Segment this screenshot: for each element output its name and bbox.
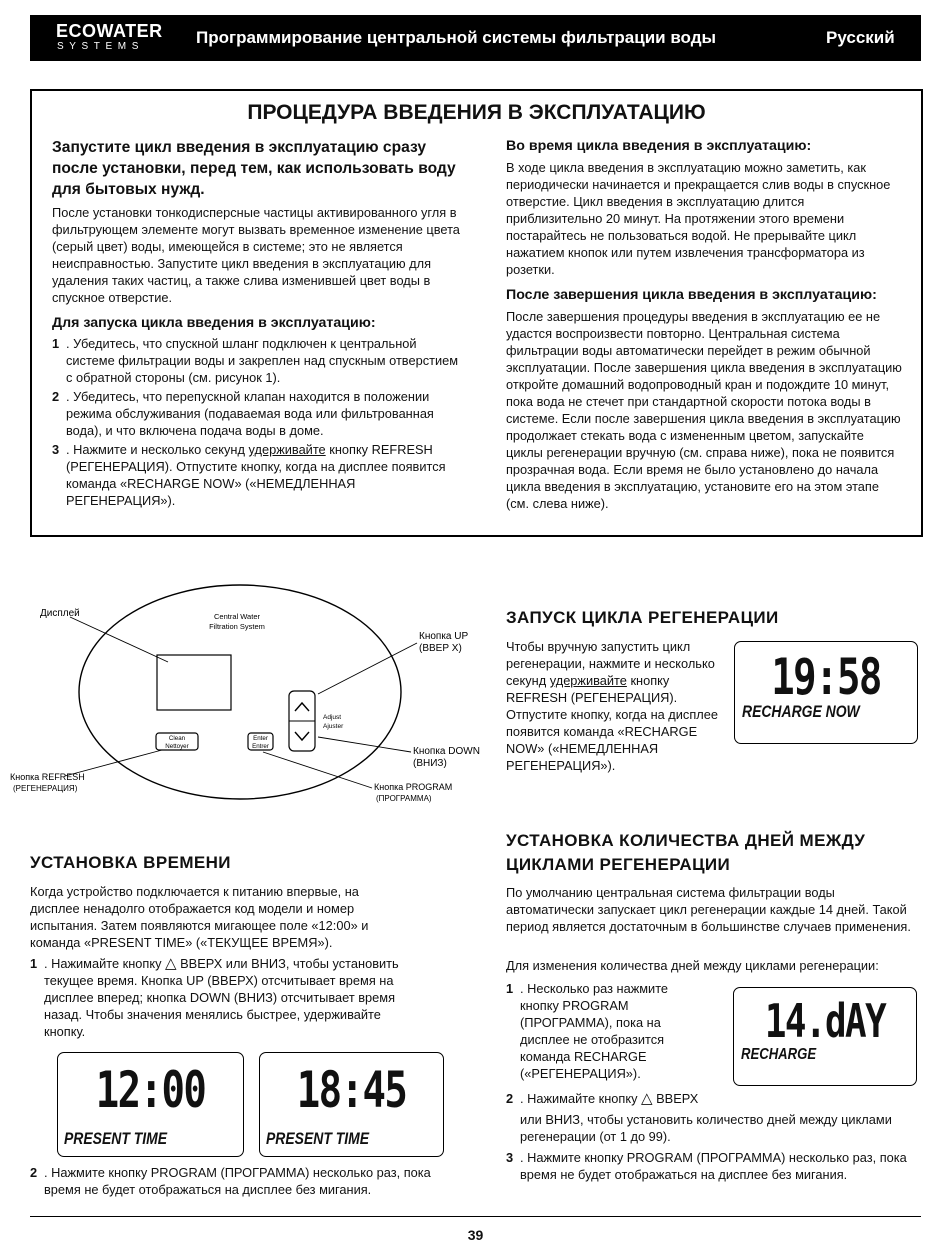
display-label: Дисплей xyxy=(40,608,80,619)
lcd-recharge-now xyxy=(734,641,918,744)
brand-logo-subtitle: SYSTEMS xyxy=(57,41,144,52)
commissioning-left-column xyxy=(52,137,462,509)
commissioning-left-body: После установки тонкодисперсные частицы активированного угля в фильтрующем элементе могут вызвать временное изменение цвета (серый цвет) воды, имеющейся в системе; это не является неисправностью. Запустите цикл введения в эксплуатацию для удаления таких частиц, а также слива изменившей цвет воды в спускное отверстие. xyxy=(52,205,460,305)
up-button-label-ru: (ВВЕР Х) xyxy=(419,643,462,654)
adjust-label-fr: Ajuster xyxy=(323,723,344,730)
days-intro-2: Для изменения количества дней между циклами регенерации: xyxy=(506,958,879,973)
lcd-present-time-1845 xyxy=(259,1052,444,1157)
during-commissioning-body: В ходе цикла введения в эксплуатацию можно заметить, как периодически начинается и прекращается слив воды в спускное отверстие. Цикл введения в эксплуатацию длится приблизительно 20 минут. На протяжении этого времени постарайтесь не пользоваться водой. Не прерывайте цикл нажатием кнопок или путем извлечения трансформатора из розетки. xyxy=(506,160,891,277)
days-step-3: 3 . Нажмите кнопку PROGRAM (ПРОГРАММА) несколько раз, пока время не будет отображаться на дисплее без мигания. xyxy=(506,1150,907,1182)
time-section-title: УСТАНОВКА ВРЕМЕНИ xyxy=(30,853,231,872)
lcd-1200-label: PRESENT TIME xyxy=(64,1129,168,1148)
control-panel-diagram xyxy=(0,580,500,810)
commissioning-title: ПРОЦЕДУРА ВВЕДЕНИЯ В ЭКСПЛУАТАЦИЮ xyxy=(247,101,706,124)
down-button-label-ru: (ВНИЗ) xyxy=(413,758,447,769)
commissioning-step: 1 . Убедитесь, что спускной шланг подключен к центральной системе фильтрации воды и закреплен над спускным отверстием с обратной стороны (см. рисунок 1). xyxy=(52,336,459,385)
up-button-label: Кнопка UP xyxy=(419,631,469,642)
after-commissioning-heading: После завершения цикла введения в эксплуатацию: xyxy=(506,287,877,303)
lcd-1200-digits: 12:00 xyxy=(95,1061,206,1119)
lcd-days-label: RECHARGE xyxy=(741,1046,817,1063)
commissioning-right-column xyxy=(506,137,902,512)
up-triangle-icon: △ xyxy=(641,1090,653,1107)
header-title: Программирование центральной системы фильтрации воды xyxy=(196,28,717,47)
down-button-label: Кнопка DOWN xyxy=(413,746,480,757)
time-intro: Когда устройство подключается к питанию впервые, на дисплее ненадолго отображается код модели и номер испытания. Затем появляются мигающее поле «12:00» и команда «PRESENT TIME» («ТЕКУЩЕЕ ВРЕМЯ»). xyxy=(30,884,369,950)
days-intro: По умолчанию центральная система фильтрации воды автоматически запускает цикл регенерации каждые 14 дней. Такой период является достаточным в большинстве случаев применения. xyxy=(506,885,911,934)
header-language: Русский xyxy=(826,28,895,47)
up-triangle-icon: △ xyxy=(165,955,177,972)
time-step-1: 1 . Нажимайте кнопку △ ВВЕРХ или ВНИЗ, чтобы установить текущее время. Кнопка UP (ВВЕРХ) отсчитывает время на дисплее вперед; кнопка DOWN (ВНИЗ) отсчитывает время назад. Чтобы значения менялись быстрее, удерживайте кнопку. xyxy=(30,955,399,1039)
clean-button-label-fr: Nettoyer xyxy=(165,743,189,750)
clean-button-label: Clean xyxy=(168,735,186,742)
device-title-line2: Filtration System xyxy=(209,622,265,631)
program-button-label: Кнопка PROGRAM xyxy=(374,782,453,792)
lcd-recharge-days xyxy=(733,987,917,1086)
refresh-button-label: Кнопка REFRESH xyxy=(10,772,85,782)
adjust-label: Adjust xyxy=(323,714,342,721)
lcd-present-time-1200 xyxy=(57,1052,244,1157)
commissioning-step: 3 . Нажмите и несколько секунд удерживайте кнопку REFRESH (РЕГЕНЕРАЦИЯ). Отпустите кнопку, когда на дисплее появится команда «RECHARGE NOW» («НЕМЕДЛЕННАЯ РЕГЕНЕРАЦИЯ»). xyxy=(52,442,446,508)
during-commissioning-heading: Во время цикла введения в эксплуатацию: xyxy=(506,138,812,154)
lcd-days-digits: 14.dAY xyxy=(764,994,886,1048)
device-title-line1: Central Water xyxy=(214,612,260,621)
time-step-2: 2 . Нажмите кнопку PROGRAM (ПРОГРАММА) несколько раз, пока время не будет отображаться на дисплее без мигания. xyxy=(30,1165,431,1197)
lcd-1845-label: PRESENT TIME xyxy=(266,1129,370,1148)
refresh-button-label-ru: (РЕГЕНЕРАЦИЯ) xyxy=(13,784,78,793)
enter-button-label: Enter xyxy=(253,735,268,742)
lcd-recharge-now-digits: 19:58 xyxy=(771,648,881,706)
lcd-1845-digits: 18:45 xyxy=(296,1061,407,1119)
days-step-2: 2 . Нажимайте кнопку △ ВВЕРХ или ВНИЗ, чтобы установить количество дней между циклами регенерации (от 1 до 99). xyxy=(506,1090,892,1144)
regen-section-title: ЗАПУСК ЦИКЛА РЕГЕНЕРАЦИИ xyxy=(506,608,779,627)
days-section-title-line1: УСТАНОВКА КОЛИЧЕСТВА ДНЕЙ МЕЖДУ xyxy=(506,831,866,850)
commissioning-left-heading: Запустите цикл введения в эксплуатацию сразу после установки, перед тем, как использовать воду для бытовых нужд. xyxy=(52,139,456,198)
after-commissioning-body: После завершения процедуры введения в эксплуатацию ее не удастся воспроизвести повторно. Центральная система фильтрации воды автоматически перейдет в режим обычной эксплуатации. После завершения цикла введения в эксплуатацию откройте домашний водопроводный кран и подождите 10 минут, пока вода не стечет при стандартной скорости потока воды в системе. Если после завершения цикла введения в эксплуатацию продолжает стекать вода с измененным цветом, запускайте циклы регенерации вручную (см. справа ниже), пока не появится прозрачная вода. Если время не было установлено до начала цикла введения в эксплуатацию, установите его на этом этапе (см. слева ниже). xyxy=(506,309,902,511)
enter-button-label-fr: Entrer xyxy=(252,743,269,750)
lcd-recharge-now-label: RECHARGE NOW xyxy=(742,702,860,721)
commissioning-step: 2 . Убедитесь, что перепускной клапан находится в положении режима обслуживания (подаваемая вода или фильтрованная вода), и что включена подача воды в доме. xyxy=(52,389,434,438)
page-number: 39 xyxy=(467,1227,484,1243)
footer-divider xyxy=(30,1216,921,1217)
commissioning-left-subheading: Для запуска цикла введения в эксплуатацию: xyxy=(52,315,376,331)
regen-body: Чтобы вручную запустить цикл регенерации, нажмите и несколько секунд удерживайте кнопку REFRESH (РЕГЕНЕРАЦИЯ). Отпустите кнопку, когда на дисплее появится команда «RECHARGE NOW» («НЕМЕДЛЕННАЯ РЕГЕНЕРАЦИЯ»). xyxy=(506,639,718,773)
device-display-window xyxy=(157,655,231,710)
program-button-label-ru: (ПРОГРАММА) xyxy=(376,794,432,803)
brand-logo: ECOWATER xyxy=(56,21,163,41)
days-section-title-line2: ЦИКЛАМИ РЕГЕНЕРАЦИИ xyxy=(506,855,731,874)
commissioning-steps xyxy=(52,335,462,509)
days-step-1: 1 . Несколько раз нажмите кнопку PROGRAM (ПРОГРАММА), пока на дисплее не отобразится команда RECHARGE («РЕГЕНЕРАЦИЯ»). xyxy=(506,981,669,1081)
